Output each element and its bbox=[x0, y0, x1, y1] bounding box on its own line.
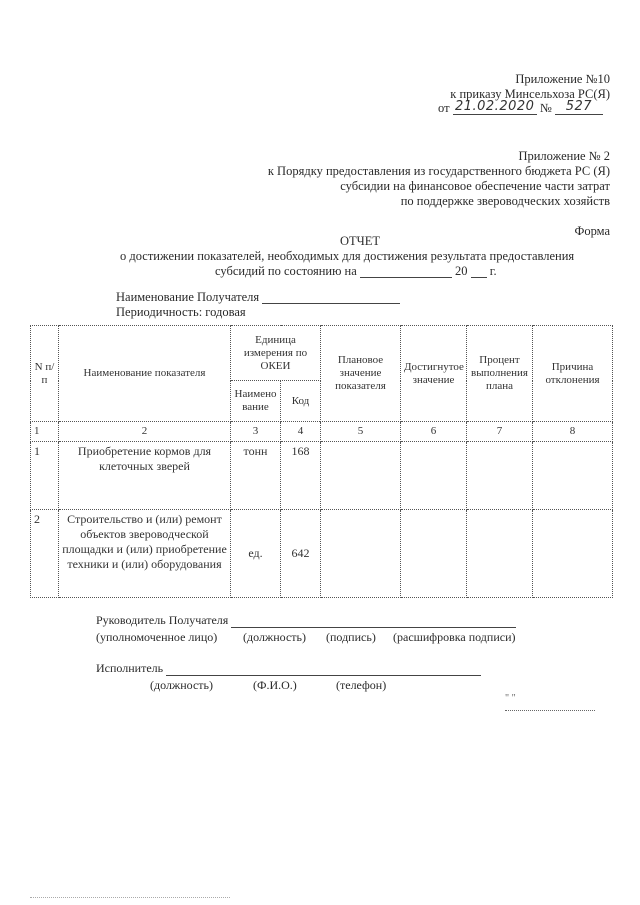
row1-code: 168 bbox=[281, 442, 321, 510]
appendix10-order: к приказу Минсельхоза РС(Я) bbox=[450, 87, 610, 101]
col-number-8: 8 bbox=[533, 422, 613, 442]
head-sub-signature: (подпись) bbox=[326, 630, 376, 644]
head-signature-line bbox=[96, 613, 516, 628]
col-number-7: 7 bbox=[467, 422, 533, 442]
row1-reason bbox=[533, 442, 613, 510]
exec-sub-fio: (Ф.И.О.) bbox=[253, 678, 297, 692]
row1-percent bbox=[467, 442, 533, 510]
table-row bbox=[31, 442, 613, 510]
number-prefix: № bbox=[539, 101, 552, 115]
row2-name: Строительство и (или) ремонт объектов звероводческой площадки и (или) приобретение техники и (или) оборудования bbox=[59, 510, 231, 598]
col-number-1: 1 bbox=[31, 422, 59, 442]
report-subtitle: о достижении показателей, необходимых для достижения результата предоставления bbox=[120, 249, 575, 263]
appendix2-procedure: к Порядку предоставления из государственного бюджета РС (Я) bbox=[267, 164, 610, 178]
recipient-line bbox=[116, 290, 400, 304]
appendix2-title: Приложение № 2 bbox=[518, 149, 610, 163]
row2-percent bbox=[467, 510, 533, 598]
col-number-6: 6 bbox=[401, 422, 467, 442]
recipient-label: Наименование Получателя bbox=[116, 290, 260, 304]
row1-planned bbox=[321, 442, 401, 510]
report-title: ОТЧЕТ bbox=[339, 234, 381, 248]
row2-planned bbox=[321, 510, 401, 598]
row2-code: 642 bbox=[281, 510, 321, 598]
date-blank-line bbox=[505, 710, 595, 711]
appendix10-title: Приложение №10 bbox=[515, 72, 610, 86]
head-sub-position: (должность) bbox=[243, 630, 306, 644]
row2-unit: ед. bbox=[231, 510, 281, 598]
executor-line bbox=[96, 661, 481, 676]
exec-sub-position: (должность) bbox=[150, 678, 213, 692]
recipient-blank bbox=[262, 291, 400, 304]
report-date-line bbox=[215, 264, 497, 278]
appendix10-date-line bbox=[438, 100, 603, 115]
row2-num: 2 bbox=[31, 510, 59, 598]
header-num: N п/п bbox=[31, 326, 59, 422]
exec-sub-phone: (телефон) bbox=[336, 678, 387, 692]
row1-name: Приобретение кормов для клеточных зверей bbox=[59, 442, 231, 510]
executor-blank bbox=[166, 661, 481, 676]
row2-reason bbox=[533, 510, 613, 598]
head-label: Руководитель Получателя bbox=[96, 613, 229, 627]
row1-num: 1 bbox=[31, 442, 59, 510]
appendix2-subsidy: субсидии на финансовое обеспечение части затрат bbox=[340, 179, 610, 193]
report-date-prefix: субсидий по состоянию на bbox=[215, 264, 357, 278]
report-year-blank bbox=[471, 265, 487, 278]
report-date-blank bbox=[360, 265, 452, 278]
header-percent: Процент выполнения плана bbox=[467, 326, 533, 422]
header-achieved: Достигнутое значение bbox=[401, 326, 467, 422]
header-planned: Плановое значение показателя bbox=[321, 326, 401, 422]
col-number-4: 4 bbox=[281, 422, 321, 442]
head-blank bbox=[231, 615, 516, 628]
col-number-2: 2 bbox=[59, 422, 231, 442]
table-row bbox=[31, 510, 613, 598]
col-number-3: 3 bbox=[231, 422, 281, 442]
row1-achieved bbox=[401, 442, 467, 510]
col-number-5: 5 bbox=[321, 422, 401, 442]
head-sub-authorized: (уполномоченное лицо) bbox=[96, 630, 218, 644]
date-prefix: от bbox=[438, 101, 450, 115]
header-name: Наименование показателя bbox=[59, 326, 231, 422]
handwritten-number: 527 bbox=[555, 100, 603, 115]
appendix2-support: по поддержке звероводческих хозяйств bbox=[400, 194, 610, 208]
executor-label: Исполнитель bbox=[96, 661, 164, 675]
header-unit-group: Единица измерения по ОКЕИ bbox=[231, 326, 321, 381]
header-reason: Причина отклонения bbox=[533, 326, 613, 422]
row2-achieved bbox=[401, 510, 467, 598]
handwritten-date: 21.02.2020 bbox=[453, 100, 537, 115]
date-quotes: " " bbox=[505, 693, 516, 704]
column-number-row bbox=[31, 422, 613, 442]
header-row-1 bbox=[31, 326, 613, 381]
form-label: Форма bbox=[574, 224, 610, 238]
header-unit-name: Наименование bbox=[231, 381, 281, 422]
report-table bbox=[30, 325, 613, 598]
row1-unit: тонн bbox=[231, 442, 281, 510]
header-unit-code: Код bbox=[281, 381, 321, 422]
report-year: 20 bbox=[455, 264, 468, 278]
head-sub-decoding: (расшифровка подписи) bbox=[393, 630, 516, 644]
report-year-suffix: г. bbox=[489, 264, 497, 278]
periodicity-label: Периодичность: годовая bbox=[116, 305, 246, 319]
scan-edge-dots bbox=[30, 897, 230, 898]
